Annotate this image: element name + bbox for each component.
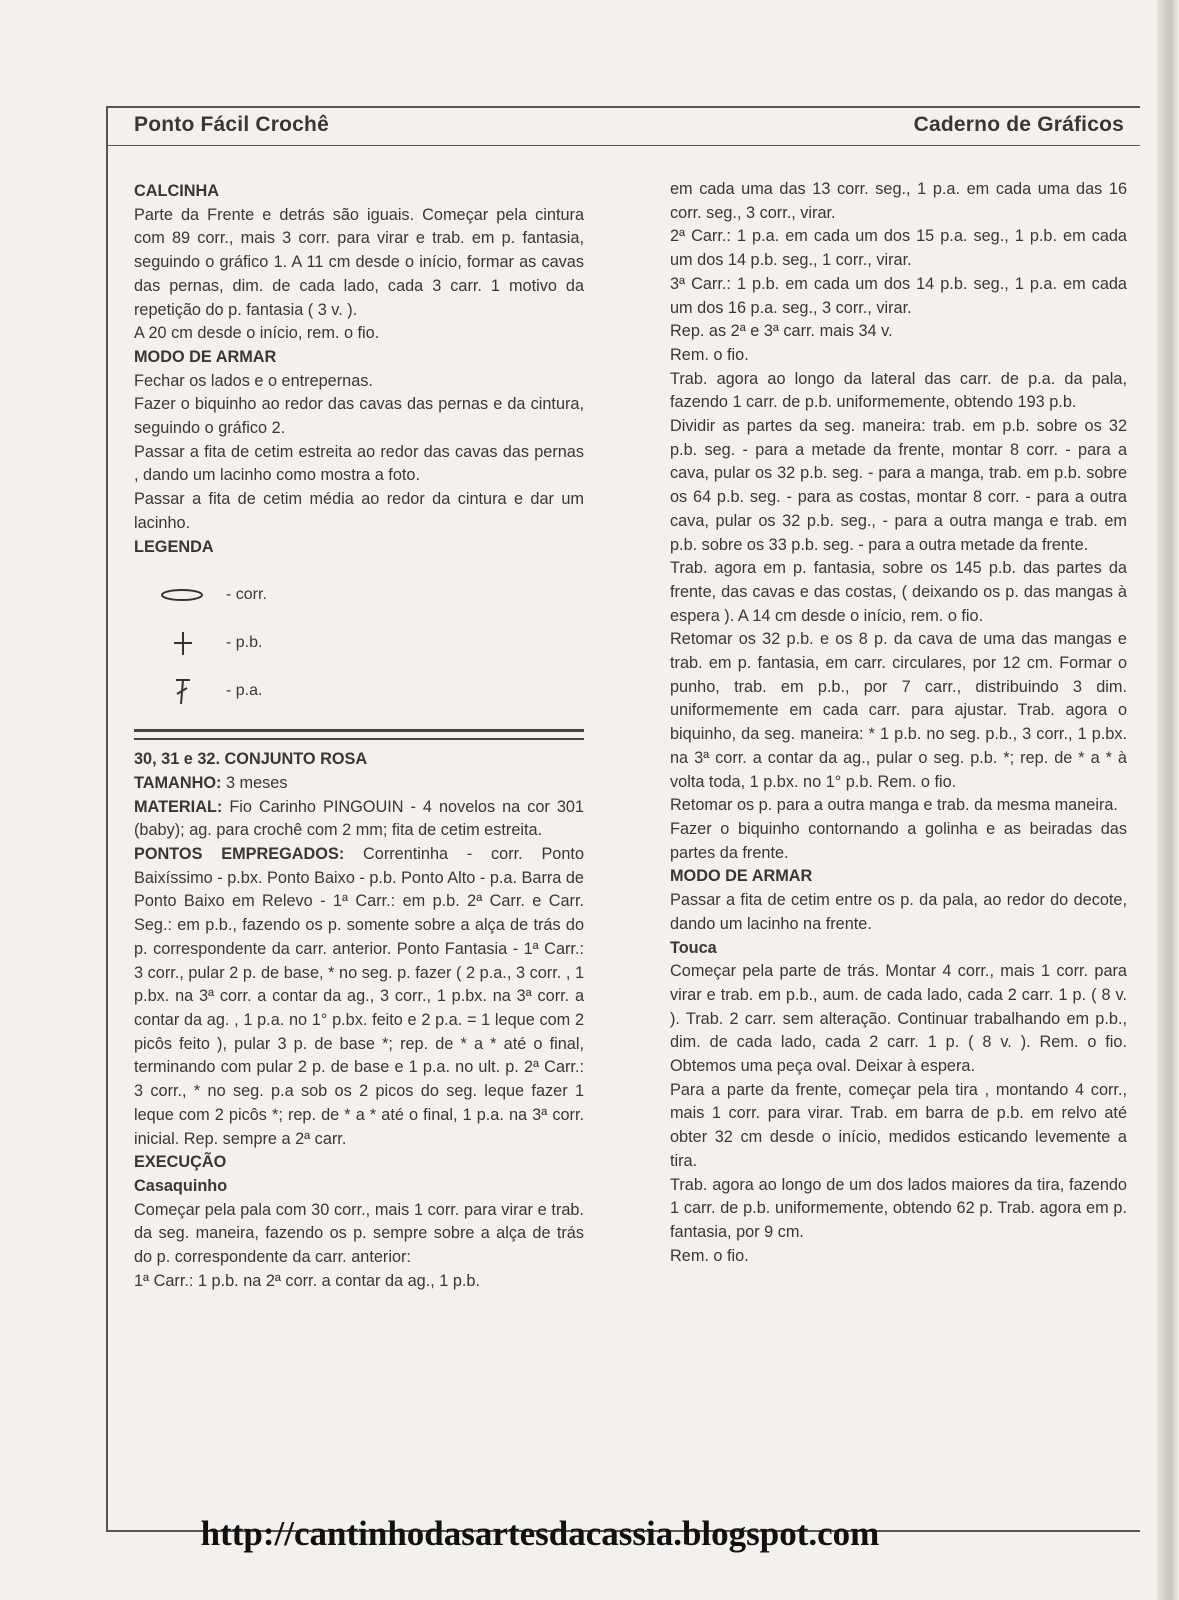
plus-sc-icon: [160, 629, 208, 657]
paragraph: Dividir as partes da seg. maneira: trab. em p.b. sobre os 32 p.b. seg. - para a metade da frente, montar 8 corr. - para a cava, pular os 32 p.b. seg. - para a manga, trab. em p.b. sobre os 64 p.b. seg. - para as costas, montar 8 corr. - para a outra cava, pular os 32 p.b. seg., - para a outra manga e trab. em p.b. sobre os 33 p.b. seg. - para a outra metade da frente.: [670, 417, 1127, 554]
pontos-value: Correntinha - corr. Ponto Baixíssimo - p.bx. Ponto Baixo - p.b. Ponto Alto - p.a. Barra de Ponto Baixo em Relevo - 1ª Carr.: em p.b. 2ª Carr. e Carr. Seg.: em p.b., fazendo os p. somente sobre a alça de trás do p. correspondente da carr. anterior. Ponto Fantasia - 1ª Carr.: 3 corr., pular 2 p. de base, * no seg. p. fazer ( 2 p.a., 3 corr. , 1 p.bx. na 3ª corr. a contar da ag., 3 corr., 1 p.bx. na 3ª corr. a contar da ag. , 1 p.a. no 1° p.bx. feito e 2 p.a. = 1 leque com 2 picôs feito ), pular 3 p. de base *; rep. de * a * até o final, terminando com pular 2 p. de base e 1 p.a. no ult. p. 2ª Carr.: 3 corr., * no seg. p.a sob os 2 picos do seg. leque fazer 1 leque com 2 picôs *; rep. de * a * até o final, 1 p.a. na 3ª corr. inicial. Rep. sempre a 2ª carr.: [134, 845, 584, 1148]
right-column: [670, 178, 1127, 1268]
magazine-title: Ponto Fácil Crochê: [134, 113, 329, 136]
legenda-heading: LEGENDA: [134, 537, 214, 556]
tamanho-label: TAMANHO:: [134, 773, 222, 792]
paragraph: Retomar os 32 p.b. e os 8 p. da cava de uma das mangas e trab. em p. fantasia, em carr. circulares, por 12 cm. Formar o punho, trab. em p.b., por 7 carr., distribuindo 3 dim. uniformemente em cada carr. para ajustar. Trab. agora o biquinho, da seg. maneira: * 1 p.b. no seg. p.b., 3 corr., 1 p.bx. na 3ª corr. a contar da ag., pular o seg. p.b. *; rep. de * a * à volta toda, 1 p.bx. no 1° p.b. Rem. o fio.: [670, 630, 1127, 791]
paragraph: Começar pela parte de trás. Montar 4 corr., mais 1 corr. para virar e trab. em p.b., aum. de cada lado, cada 2 carr. 1 p. ( 8 v. ). Trab. 2 carr. sem alteração. Continuar trabalhando em p.b., dim. de cada lado, cada 2 carr. 1 p. ( 8 v. ). Rem. o fio. Obtemos uma peça oval. Deixar à espera.: [670, 962, 1127, 1076]
paragraph: em cada uma das 13 corr. seg., 1 p.a. em cada uma das 16 corr. seg., 3 corr., virar.: [670, 180, 1127, 222]
carr1-text: 1ª Carr.: 1 p.b. na 2ª corr. a contar da ag., 1 p.b.: [134, 1271, 481, 1290]
tamanho-line: [134, 772, 584, 796]
dc-stitch-icon: [160, 677, 208, 705]
paragraph: Trab. agora em p. fantasia, sobre os 145 p.b. das partes da frente, das cavas e das costas, ( deixando os p. das mangas à espera ). A 14 cm desde o início, rem. o fio.: [670, 559, 1127, 625]
paragraph: 3ª Carr.: 1 p.b. em cada um dos 14 p.b. seg., 1 p.a. em cada um dos 16 p.a. seg., 3 corr., virar.: [670, 274, 1127, 317]
modo-step-4: Passar a fita de cetim média ao redor da cintura e dar um lacinho.: [134, 490, 584, 532]
legend-label-pb: - p.b.: [226, 634, 263, 652]
touca-heading: Touca: [670, 938, 717, 957]
header-rule: [106, 145, 1140, 146]
page-spine-shadow: [1157, 0, 1179, 1600]
tamanho-value: 3 meses: [225, 773, 288, 792]
modo-step-1: Fechar os lados e o entrepernas.: [134, 371, 373, 390]
blog-url: http://cantinhodasartesdacassia.blogspot.com: [200, 1514, 880, 1553]
paragraph: Rep. as 2ª e 3ª carr. mais 34 v.: [670, 322, 893, 341]
modo-step-3: Passar a fita de cetim estreita ao redor das cavas das pernas , dando um lacinho como mostra a foto.: [134, 442, 584, 485]
paragraph: Fazer o biquinho contornando a golinha e as beiradas das partes da frente.: [670, 819, 1127, 862]
section-title: Caderno de Gráficos: [913, 113, 1124, 136]
left-column: [134, 180, 584, 1293]
legend: [134, 573, 584, 717]
legend-row: [134, 621, 584, 669]
execucao-heading: EXECUÇÃO: [134, 1153, 227, 1172]
paragraph: Rem. o fio.: [670, 1246, 749, 1265]
paragraph: 2ª Carr.: 1 p.a. em cada um dos 15 p.a. seg., 1 p.b. em cada um dos 14 p.b. seg., 1 corr., virar.: [670, 227, 1127, 270]
pontos-label: PONTOS EMPREGADOS:: [134, 845, 345, 864]
material-value: Fio Carinho PINGOUIN - 4 novelos na cor 301 (baby); ag. para crochê com 2 mm; fita de cetim estreita.: [134, 797, 584, 840]
modo-step-2: Fazer o biquinho ao redor das cavas das pernas e da cintura, seguindo o gráfico 2.: [134, 395, 584, 438]
material-label: MATERIAL:: [134, 797, 223, 816]
section-separator: [134, 729, 584, 740]
paragraph: Para a parte da frente, começar pela tira , montando 4 corr., mais 1 corr. para virar. Trab. em barra de p.b. em relvo até obter 32 cm desde o início, medidos esticando levemente a tira.: [670, 1080, 1127, 1170]
calcinha-end: A 20 cm desde o início, rem. o fio.: [134, 324, 380, 343]
casaquinho-heading: Casaquinho: [134, 1176, 228, 1195]
legend-row: [134, 669, 584, 717]
conjunto-heading: 30, 31 e 32. CONJUNTO ROSA: [134, 750, 368, 769]
paragraph: Retomar os p. para a outra manga e trab. da mesma maneira.: [670, 796, 1118, 815]
material-line: [134, 796, 584, 843]
modo-heading-right: MODO DE ARMAR: [670, 867, 813, 886]
paragraph: Trab. agora ao longo de um dos lados maiores da tira, fazendo 1 carr. de p.b. uniformemente, obtendo 62 p. Trab. agora em p. fantasia, por 9 cm.: [670, 1175, 1127, 1241]
legend-label-pa: - p.a.: [226, 682, 263, 700]
paragraph: Passar a fita de cetim entre os p. da pala, ao redor do decote, dando um lacinho na frente.: [670, 891, 1127, 933]
oval-chain-icon: [160, 581, 208, 609]
calcinha-text: Parte da Frente e detrás são iguais. Começar pela cintura com 89 corr., mais 3 corr. para virar e trab. em p. fantasia, seguindo o gráfico 1. A 11 cm desde o início, formar as cavas das pernas, dim. de cada lado, cada 3 carr. 1 motivo da repetição do p. fantasia ( 3 v. ).: [134, 205, 584, 319]
calcinha-heading: CALCINHA: [134, 182, 220, 200]
modo-heading: MODO DE ARMAR: [134, 347, 277, 366]
pontos-line: [134, 843, 584, 1151]
casaquinho-text: Começar pela pala com 30 corr., mais 1 corr. para virar e trab. da seg. maneira, fazendo os p. sempre sobre a alça de trás do p. correspondente da carr. anterior:: [134, 1200, 584, 1267]
paragraph: Rem. o fio.: [670, 345, 749, 364]
page-header: [134, 111, 1124, 143]
paragraph: Trab. agora ao longo da lateral das carr. de p.a. da pala, fazendo 1 carr. de p.b. uniformemente, obtendo 193 p.b.: [670, 369, 1127, 412]
legend-row: [134, 573, 584, 621]
legend-label-corr: - corr.: [226, 586, 267, 604]
